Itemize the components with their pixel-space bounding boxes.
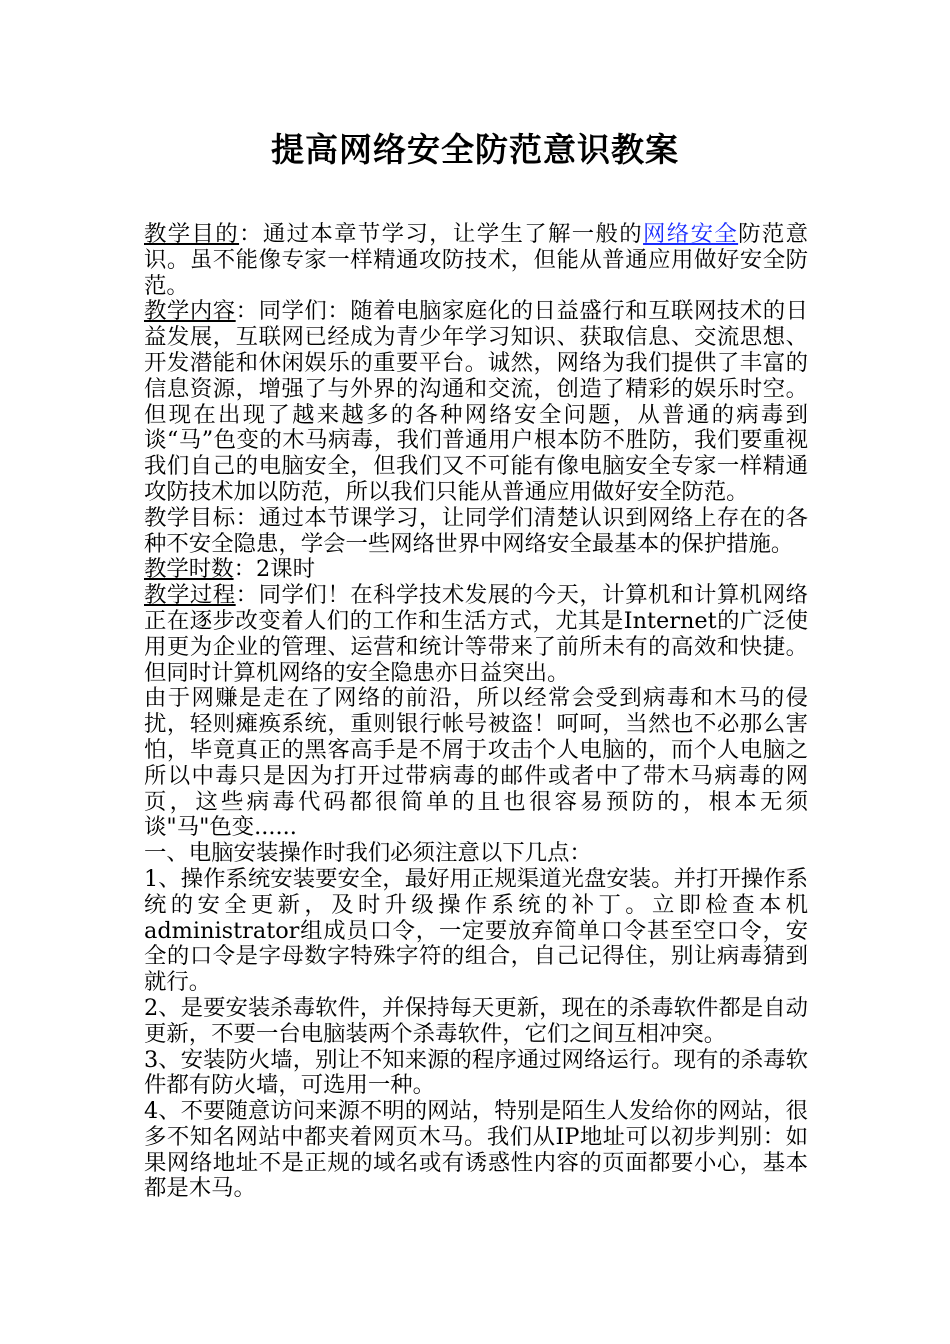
section-heading-install-notes: 一、电脑安装操作时我们必须注意以下几点： bbox=[144, 840, 592, 867]
teaching-process-text: ：同学们！在科学技术发展的今天，计算机和计算机网络正在逐步改变着人们的工作和生活方式，尤其是Internet的广泛使用更为企业的管理、运营和统计等带来了前所未有的高效和快捷。但同时计算机网络的安全隐患亦日益突出。 bbox=[144, 582, 809, 686]
teaching-hours-text: ：2课时 bbox=[233, 556, 315, 583]
label-teaching-process: 教学过程 bbox=[144, 582, 236, 609]
paragraph-virus-intro: 由于网赚是走在了网络的前沿，所以经常会受到病毒和木马的侵扰，轻则瘫痪系统，重则银行帐号被盗！呵呵，当然也不必那么害怕，毕竟真正的黑客高手是不屑于攻击个人电脑的，而个人电脑之所以中毒只是因为打开过带病毒的邮件或者中了带木马病毒的网页，这些病毒代码都很简单的且也很容易预防的，根本无须谈"马"色变...... bbox=[144, 685, 808, 841]
list-item-1: 1、操作系统安装要安全，最好用正规渠道光盘安装。并打开操作系统的安全更新，及时升级操作系统的补丁。立即检查本机administrator组成员口令，一定要放弃简单口令甚至空口令，安全的口令是字母数字特殊字符的组合，自己记得住，别让病毒猜到就行。 bbox=[144, 865, 808, 996]
paragraph-teaching-goal: 教学目标：通过本节课学习，让同学们清楚认识到网络上存在的各种不安全隐患，学会一些网络世界中网络安全最基本的保护措施。 bbox=[144, 504, 808, 557]
label-teaching-purpose: 教学目的 bbox=[144, 221, 240, 247]
list-item-4: 4、不要随意访问来源不明的网站，特别是陌生人发给你的网站，很多不知名网站中都夹着网页木马。我们从IP地址可以初步判别：如果网络地址不是正规的域名或有诱惑性内容的页面都要小心，基本都是木马。 bbox=[144, 1098, 808, 1202]
label-teaching-hours: 教学时数 bbox=[144, 556, 234, 583]
paragraph-teaching-purpose bbox=[144, 222, 808, 299]
paragraph-teaching-process bbox=[144, 583, 808, 686]
teaching-content-text: ：同学们：随着电脑家庭化的日益盛行和互联网技术的日益发展，互联网已经成为青少年学习知识、获取信息、交流思想、开发潜能和休闲娱乐的重要平台。诚然，网络为我们提供了丰富的信息资源，增强了与外界的沟通和交流，创造了精彩的娱乐时空。但现在出现了越来越多的各种网络安全问题，从普通的病毒到谈“马”色变的木马病毒，我们普通用户根本防不胜防，我们要重视我们自己的电脑安全，但我们又不可能有像电脑安全专家一样精通攻防技术加以防范，所以我们只能从普通应用做好安全防范。 bbox=[144, 298, 809, 505]
network-security-link[interactable]: 网络安全 bbox=[643, 221, 739, 247]
label-teaching-content: 教学内容 bbox=[144, 298, 236, 325]
document-title: 提高网络安全防范意识教案 bbox=[271, 130, 679, 169]
list-item-2: 2、是要安装杀毒软件，并保持每天更新，现在的杀毒软件都是自动更新，不要一台电脑装两个杀毒软件，它们之间互相冲突。 bbox=[144, 994, 808, 1047]
list-item-3: 3、安装防火墙，别让不知来源的程序通过网络运行。现有的杀毒软件都有防火墙，可选用一种。 bbox=[144, 1046, 808, 1099]
document-body bbox=[144, 222, 808, 1202]
teaching-purpose-text-after-link: 防范意识。虽不能像专家一样精通攻防技术，但能从普通应用做好安全防范。 bbox=[144, 221, 809, 299]
teaching-purpose-text-before-link: ：通过本章节学习，让学生了解一般的 bbox=[239, 221, 644, 247]
paragraph-teaching-content bbox=[144, 299, 808, 505]
paragraph-teaching-hours bbox=[144, 557, 808, 583]
